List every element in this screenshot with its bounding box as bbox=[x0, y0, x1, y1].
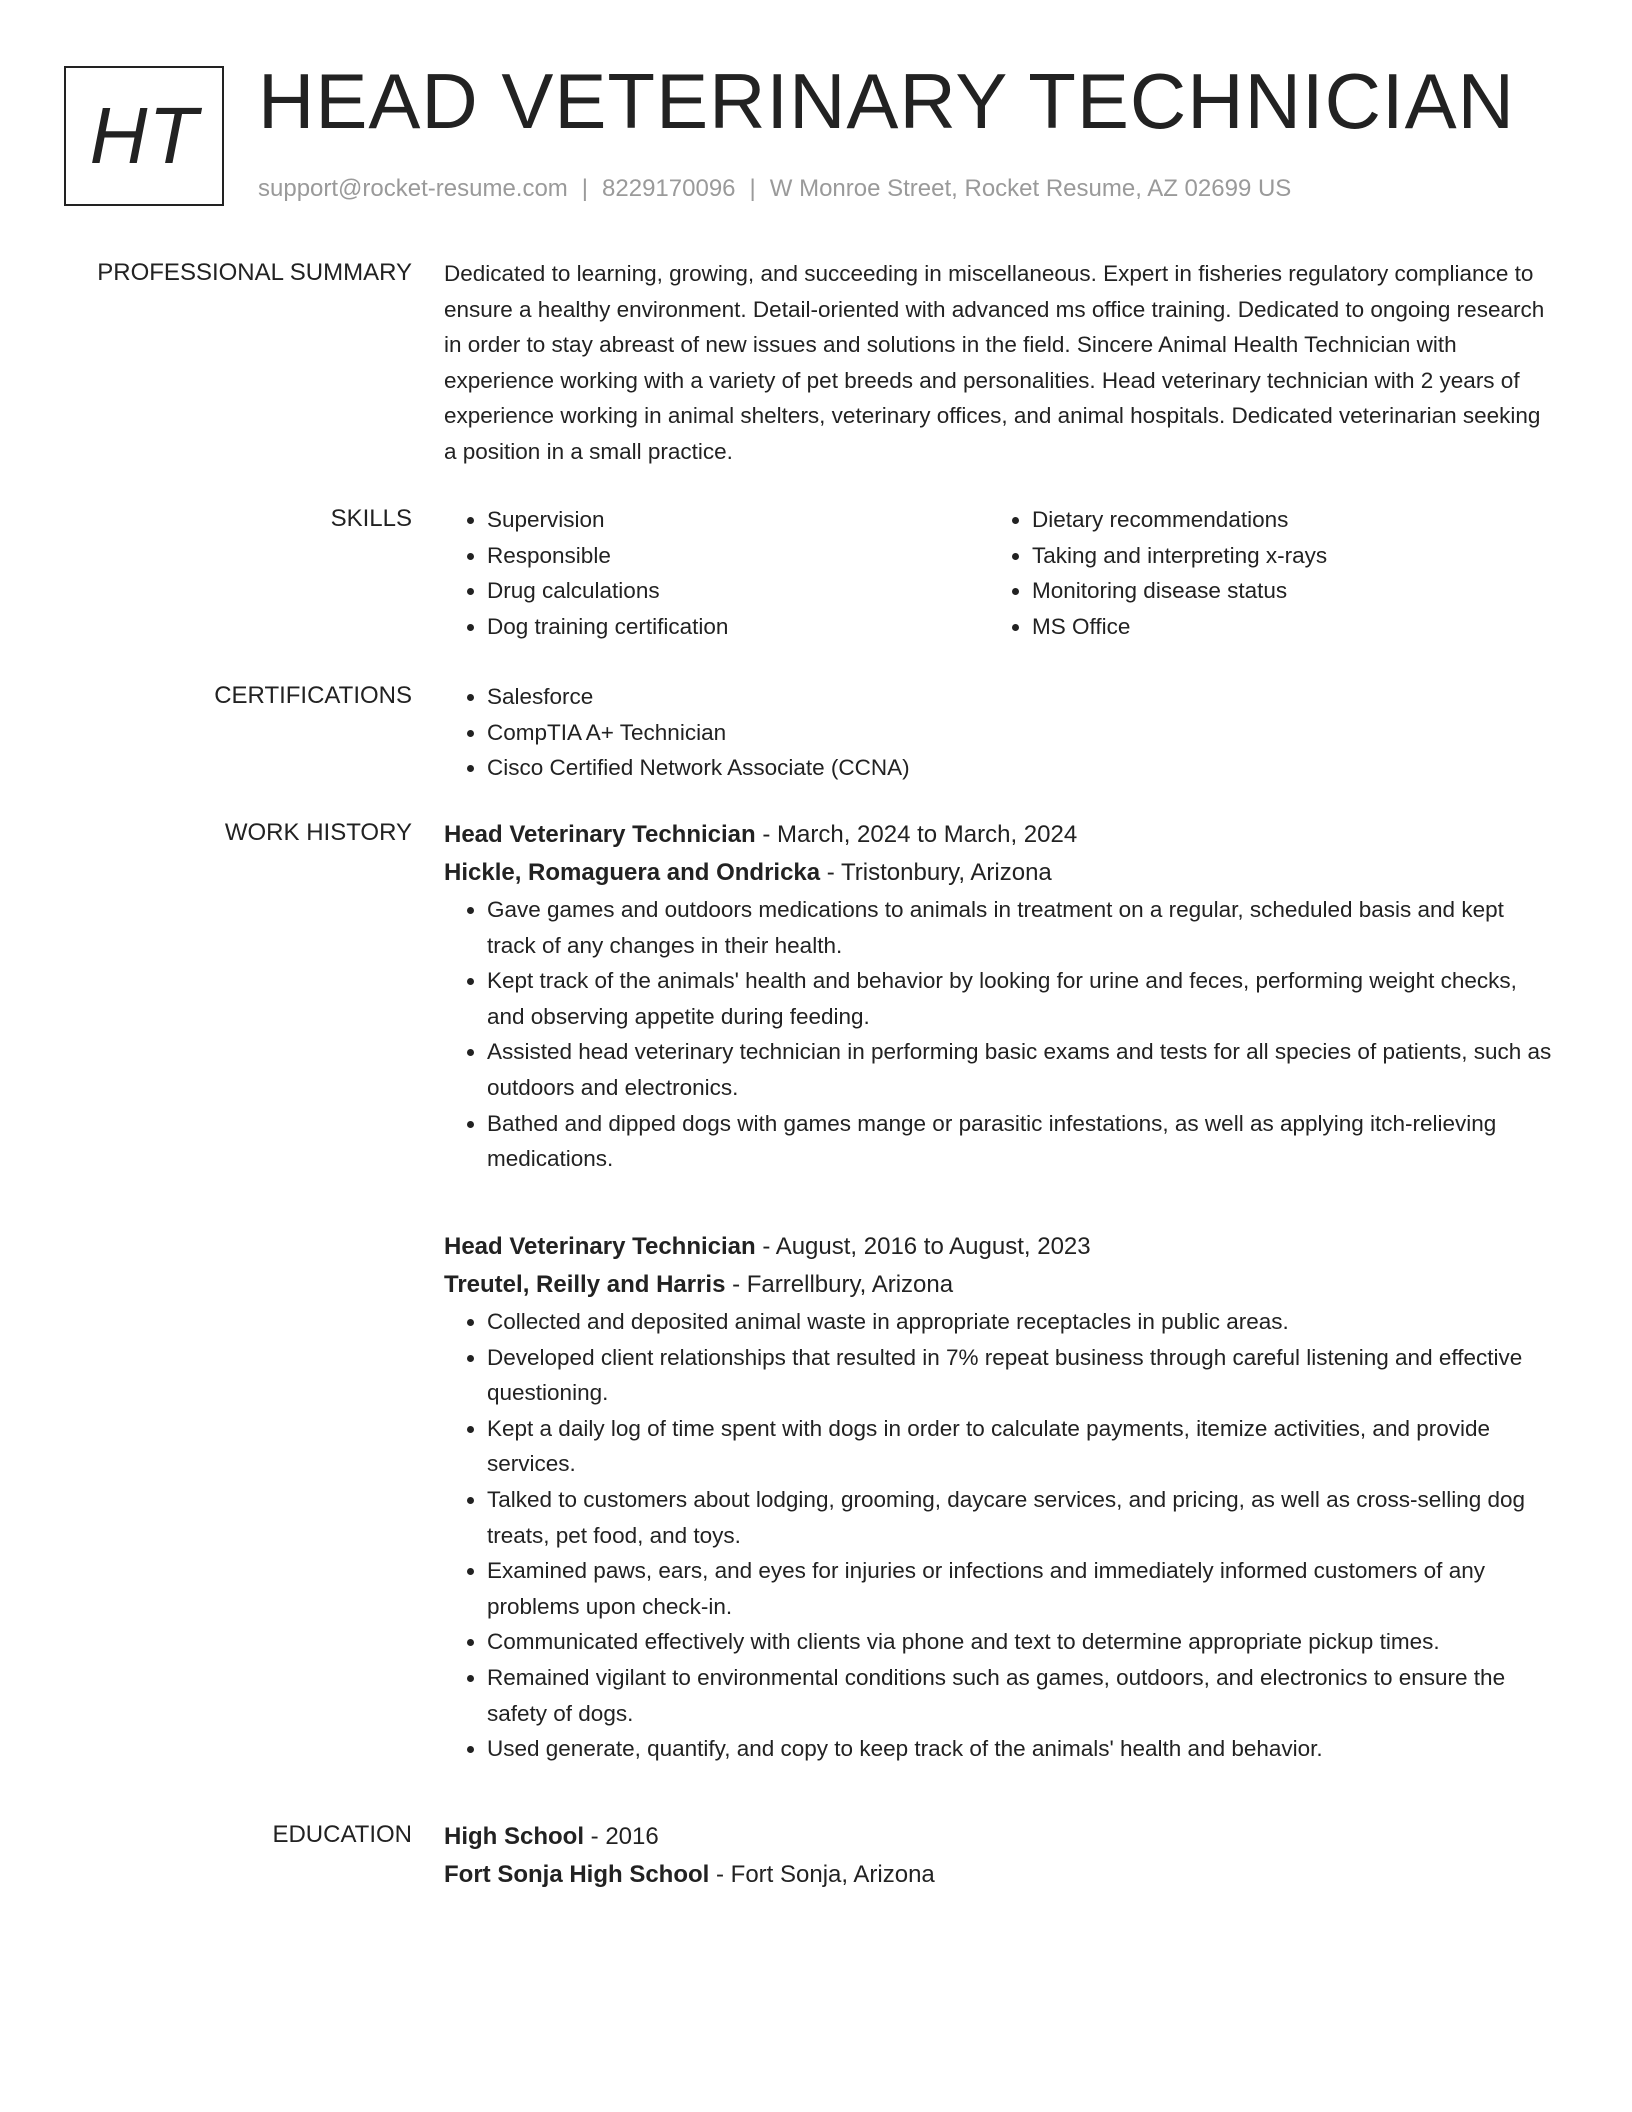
job-bullet: • Kept track of the animals' health and behavior by looking for urine and feces, performing weight checks, and observing appetite during feeding. bbox=[487, 963, 1556, 1034]
contact-address: W Monroe Street, Rocket Resume, AZ 02699 US bbox=[769, 175, 1292, 202]
skill-item: • Monitoring disease status bbox=[1032, 573, 1534, 609]
job-bullet-list bbox=[444, 1304, 1556, 1767]
job-entry bbox=[444, 816, 1556, 1177]
contact-separator: | bbox=[749, 175, 756, 202]
education-year: - 2016 bbox=[584, 1823, 659, 1850]
monogram-box bbox=[64, 66, 224, 206]
section-label-work-history: WORK HISTORY bbox=[224, 819, 412, 846]
work-history-body bbox=[444, 816, 1556, 1762]
certifications-body bbox=[444, 679, 1556, 786]
skills-column-left bbox=[444, 502, 989, 644]
education-school: Fort Sonja High School bbox=[444, 1861, 710, 1888]
job-bullet: • Gave games and outdoors medications to animals in treatment on a regular, scheduled basis and kept track of any changes in their health. bbox=[487, 892, 1556, 963]
certification-item: • Cisco Certified Network Associate (CCNA) bbox=[487, 750, 1556, 786]
skills-body bbox=[444, 502, 1556, 644]
skill-item: • Responsible bbox=[487, 538, 989, 574]
contact-phone[interactable]: 8229170096 bbox=[602, 175, 736, 202]
job-bullet: • Talked to customers about lodging, grooming, daycare services, and pricing, as well as cross-selling dog treats, pet food, and toys. bbox=[487, 1482, 1556, 1553]
skill-item: • Dog training certification bbox=[487, 609, 989, 645]
job-bullet: • Developed client relationships that resulted in 7% repeat business through careful listening and effective questioning. bbox=[487, 1340, 1556, 1411]
job-title: Head Veterinary Technician bbox=[444, 1233, 756, 1260]
job-location: - Farrellbury, Arizona bbox=[725, 1271, 954, 1298]
section-label-skills: SKILLS bbox=[330, 505, 412, 532]
contact-email[interactable]: support@rocket-resume.com bbox=[258, 175, 568, 202]
skill-item: • MS Office bbox=[1032, 609, 1534, 645]
skill-item: • Supervision bbox=[487, 502, 989, 538]
job-bullet-list bbox=[444, 892, 1556, 1177]
education-location: - Fort Sonja, Arizona bbox=[709, 1861, 935, 1888]
education-school-line bbox=[444, 1856, 1556, 1894]
certification-item: • Salesforce bbox=[487, 679, 1556, 715]
section-label-education: EDUCATION bbox=[272, 1821, 412, 1848]
skills-list-left bbox=[444, 502, 989, 644]
contact-separator: | bbox=[581, 175, 589, 202]
skills-column-right bbox=[989, 502, 1534, 644]
job-bullet: • Communicated effectively with clients via phone and text to determine appropriate pickup times. bbox=[487, 1624, 1556, 1660]
job-bullet: • Collected and deposited animal waste in appropriate receptacles in public areas. bbox=[487, 1304, 1556, 1340]
job-dates: - March, 2024 to March, 2024 bbox=[755, 821, 1078, 848]
job-bullet: • Assisted head veterinary technician in performing basic exams and tests for all species of patients, such as outdoors and electronics. bbox=[487, 1034, 1556, 1105]
job-title: Head Veterinary Technician bbox=[444, 821, 756, 848]
skill-item: • Taking and interpreting x-rays bbox=[1032, 538, 1534, 574]
certification-item: • CompTIA A+ Technician bbox=[487, 715, 1556, 751]
skills-list-right bbox=[989, 502, 1534, 644]
section-label-summary: PROFESSIONAL SUMMARY bbox=[97, 259, 412, 286]
job-bullet: • Remained vigilant to environmental conditions such as games, outdoors, and electronics to ensure the safety of dogs. bbox=[487, 1660, 1556, 1731]
contact-line bbox=[258, 174, 1291, 204]
resume-title: HEAD VETERINARY TECHNICIAN bbox=[258, 57, 1515, 145]
job-company-line bbox=[444, 1266, 1556, 1304]
education-body bbox=[444, 1818, 1556, 1894]
job-bullet: • Used generate, quantify, and copy to keep track of the animals' health and behavior. bbox=[487, 1731, 1556, 1767]
job-title-line bbox=[444, 816, 1556, 854]
skill-item: • Drug calculations bbox=[487, 573, 989, 609]
job-title-line bbox=[444, 1228, 1556, 1266]
job-company: Treutel, Reilly and Harris bbox=[444, 1271, 726, 1298]
job-company-line bbox=[444, 854, 1556, 892]
job-dates: - August, 2016 to August, 2023 bbox=[755, 1233, 1091, 1260]
job-location: - Tristonbury, Arizona bbox=[820, 859, 1052, 886]
education-degree-line bbox=[444, 1818, 1556, 1856]
monogram-initials: HT bbox=[89, 91, 199, 180]
job-bullet: • Kept a daily log of time spent with dogs in order to calculate payments, itemize activities, and provide services. bbox=[487, 1411, 1556, 1482]
section-label-certifications: CERTIFICATIONS bbox=[214, 682, 412, 709]
summary-text: Dedicated to learning, growing, and succeeding in miscellaneous. Expert in fisheries regulatory compliance to ensure a healthy environment. Detail-oriented with advanced ms office training. Dedicated to ongoing research in order to stay abreast of new issues and solutions in the field. Sincere Animal Health Technician with experience working with a variety of pet breeds and personalities. Head veterinary technician with 2 years of experience working in animal shelters, veterinary offices, and animal hospitals. Dedicated veterinarian seeking a position in a small practice. bbox=[444, 261, 1545, 464]
job-company: Hickle, Romaguera and Ondricka bbox=[444, 859, 821, 886]
education-degree: High School bbox=[444, 1823, 584, 1850]
job-bullet: • Examined paws, ears, and eyes for injuries or infections and immediately informed customers of any problems upon check-in. bbox=[487, 1553, 1556, 1624]
job-bullet: • Bathed and dipped dogs with games mange or parasitic infestations, as well as applying itch-relieving medications. bbox=[487, 1106, 1556, 1177]
certifications-list bbox=[444, 679, 1556, 786]
summary-body bbox=[444, 256, 1556, 470]
job-entry bbox=[444, 1228, 1556, 1767]
skill-item: • Dietary recommendations bbox=[1032, 502, 1534, 538]
skills-grid bbox=[444, 502, 1556, 644]
